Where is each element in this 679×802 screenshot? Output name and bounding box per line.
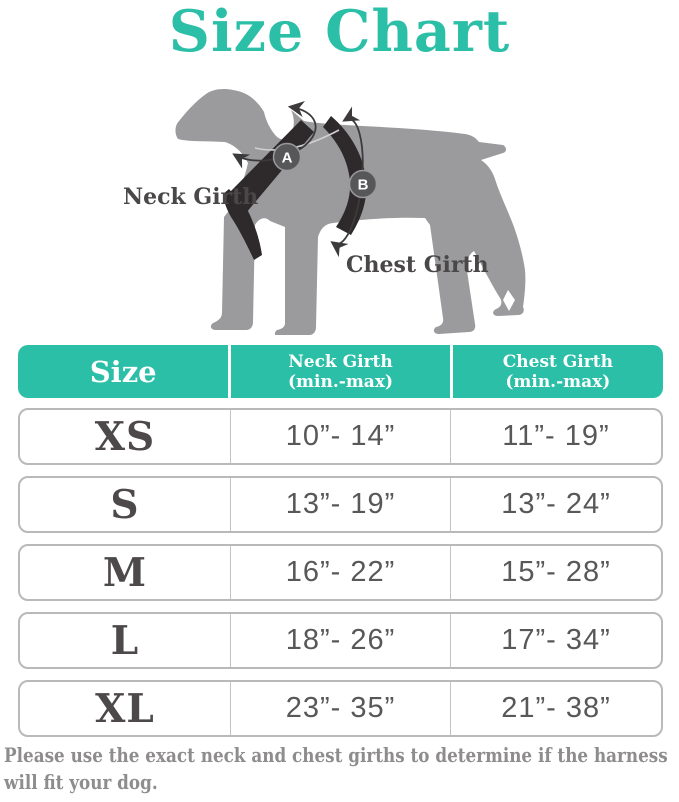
chest-cell: 13”- 24” <box>450 478 661 531</box>
header-neck-line1: Neck Girth <box>288 351 393 372</box>
footer-note <box>4 742 668 796</box>
table-row-xl <box>18 680 663 737</box>
header-chest-line2: (min.-max) <box>505 371 611 392</box>
header-chest-girth <box>450 345 663 398</box>
page-title: Size Chart <box>168 0 511 65</box>
header-neck-girth <box>228 345 449 398</box>
marker-a-letter: A <box>281 149 293 167</box>
chest-cell: 21”- 38” <box>450 682 661 735</box>
size-cell: S <box>110 481 140 528</box>
header-neck-line2: (min.-max) <box>288 371 394 392</box>
marker-b-badge <box>350 171 377 198</box>
table-row-m <box>18 544 663 601</box>
neck-cell: 23”- 35” <box>230 682 450 735</box>
header-size: Size <box>89 354 157 389</box>
table-row-s <box>18 476 663 533</box>
neck-cell: 10”- 14” <box>230 410 450 463</box>
chest-cell: 11”- 19” <box>450 410 661 463</box>
size-cell: XS <box>94 413 156 460</box>
chest-girth-label: Chest Girth <box>346 252 489 278</box>
marker-b-letter: B <box>357 176 369 194</box>
neck-cell: 16”- 22” <box>230 546 450 599</box>
neck-girth-label: Neck Girth <box>123 184 259 210</box>
footer-note-line1: Please use the exact neck and chest girths to determine if the harness <box>4 743 668 767</box>
table-header-row <box>18 345 663 398</box>
table-row-xs <box>18 408 663 465</box>
neck-cell: 13”- 19” <box>230 478 450 531</box>
size-cell: XL <box>95 685 155 732</box>
size-table <box>18 345 663 748</box>
chest-cell: 15”- 28” <box>450 546 661 599</box>
footer-note-line2: will fit your dog. <box>4 770 158 794</box>
header-chest-line1: Chest Girth <box>502 351 613 372</box>
size-cell: M <box>102 549 148 596</box>
chest-cell: 17”- 34” <box>450 614 661 667</box>
marker-a-badge <box>274 144 301 171</box>
neck-cell: 18”- 26” <box>230 614 450 667</box>
size-cell: L <box>110 617 140 664</box>
table-row-l <box>18 612 663 669</box>
dog-harness-diagram <box>105 85 570 335</box>
